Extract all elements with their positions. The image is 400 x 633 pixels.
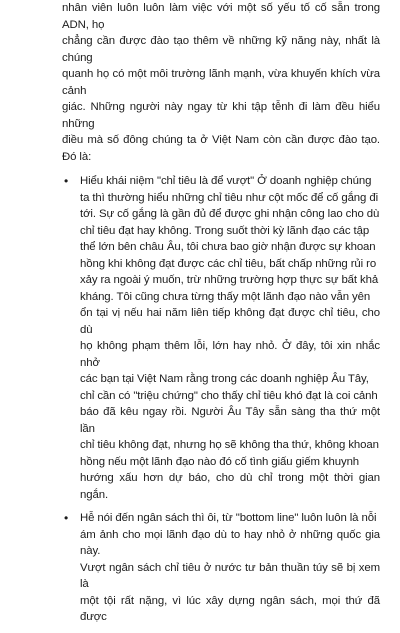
text-line: kháng. Tôi cũng chưa từng thấy một lãnh đạo nào vẫn yên [80, 290, 371, 303]
text-line: họ không phạm thêm lỗi, lớn hay nhỏ. Ở đây, tôi xin nhắc nhở [80, 340, 380, 369]
text-line: chỉ tiêu đạt hay không. Trong suốt thời kỳ lãnh đạo các tập [80, 224, 370, 237]
text-line: ổn tại vị nếu hai năm liên tiếp không đạt được chỉ tiêu, cho dù [80, 307, 380, 336]
text-line: xảy ra ngoài ý muốn, trừ những trường hợp thực sự bất khả [80, 274, 379, 286]
text-line: Vượt ngân sách chỉ tiêu ở nước tư bản thuần túy sẽ bị xem là [80, 561, 380, 590]
text-line: ta thì thường hiểu những chỉ tiêu như cột mốc để cố gắng đi [80, 191, 379, 204]
text-line: thể lớn bên châu Âu, tôi chưa bao giờ nhận được sự khoan [80, 241, 376, 253]
text-line: hồng khi không đạt được các chỉ tiêu, bất chấp những rủi ro [80, 257, 377, 270]
text-line: Hễ nói đến ngân sách thì ôi, từ "bottom line" luôn luôn là nỗi [80, 512, 377, 524]
bullet-icon: • [64, 511, 69, 525]
bullet-list [62, 173, 380, 626]
text-line: nhân viên luôn luôn làm việc với một số yếu tố cố sẵn trong ADN, họ [62, 2, 380, 31]
text-line: ám ảnh cho mọi lãnh đạo dù to hay nhỏ ở những quốc gia này. [80, 528, 380, 557]
text-line: chỉ cần có "triệu chứng" cho thấy chỉ tiêu khó đạt là coi cảnh [80, 389, 378, 402]
page-content [62, 0, 380, 633]
bullet-item-budget [62, 510, 380, 626]
text-line: quanh họ có một môi trường lãnh mạnh, vừa khuyến khích vừa cảnh [62, 68, 380, 97]
text-line: Hiểu khái niệm "chỉ tiêu là để vượt" Ở doanh nghiệp chúng [80, 175, 372, 187]
text-line: chỉ tiêu không đạt, nhưng họ sẽ không tha thứ, không khoan [80, 439, 379, 451]
text-line: giác. Những người này ngay từ khi tập tễnh đi làm đều hiểu những [62, 101, 380, 130]
text-line: báo đã kêu ngay rồi. Người Âu Tây sẵn sàng tha thứ một lần [80, 406, 380, 435]
text-line: tới. Sự cố gắng là gần đủ để được ghi nhận công lao cho dù [80, 208, 380, 220]
text-line: hướng xấu hơn dự báo, cho dù chỉ trong một thời gian ngắn. [80, 472, 380, 501]
bullet-icon: • [64, 174, 69, 188]
text-line: các bạn tại Việt Nam rằng trong các doanh nghiệp Âu Tây, [80, 373, 369, 385]
text-line: hồng nếu một lãnh đạo nào đó cố tình giấu giếm khuynh [80, 455, 360, 468]
bullet-item-targets [62, 173, 380, 503]
text-line: một tội rất nặng, vì lúc xây dựng ngân sách, mọi thứ đã được [80, 594, 380, 623]
text-line: điều mà số đông chúng ta ở Việt Nam còn cần được đào tạo. Đó là: [62, 134, 380, 163]
intro-paragraph [62, 0, 380, 165]
text-line: chẳng cần được đào tạo thêm về những kỹ năng này, nhất là chúng [62, 35, 380, 64]
